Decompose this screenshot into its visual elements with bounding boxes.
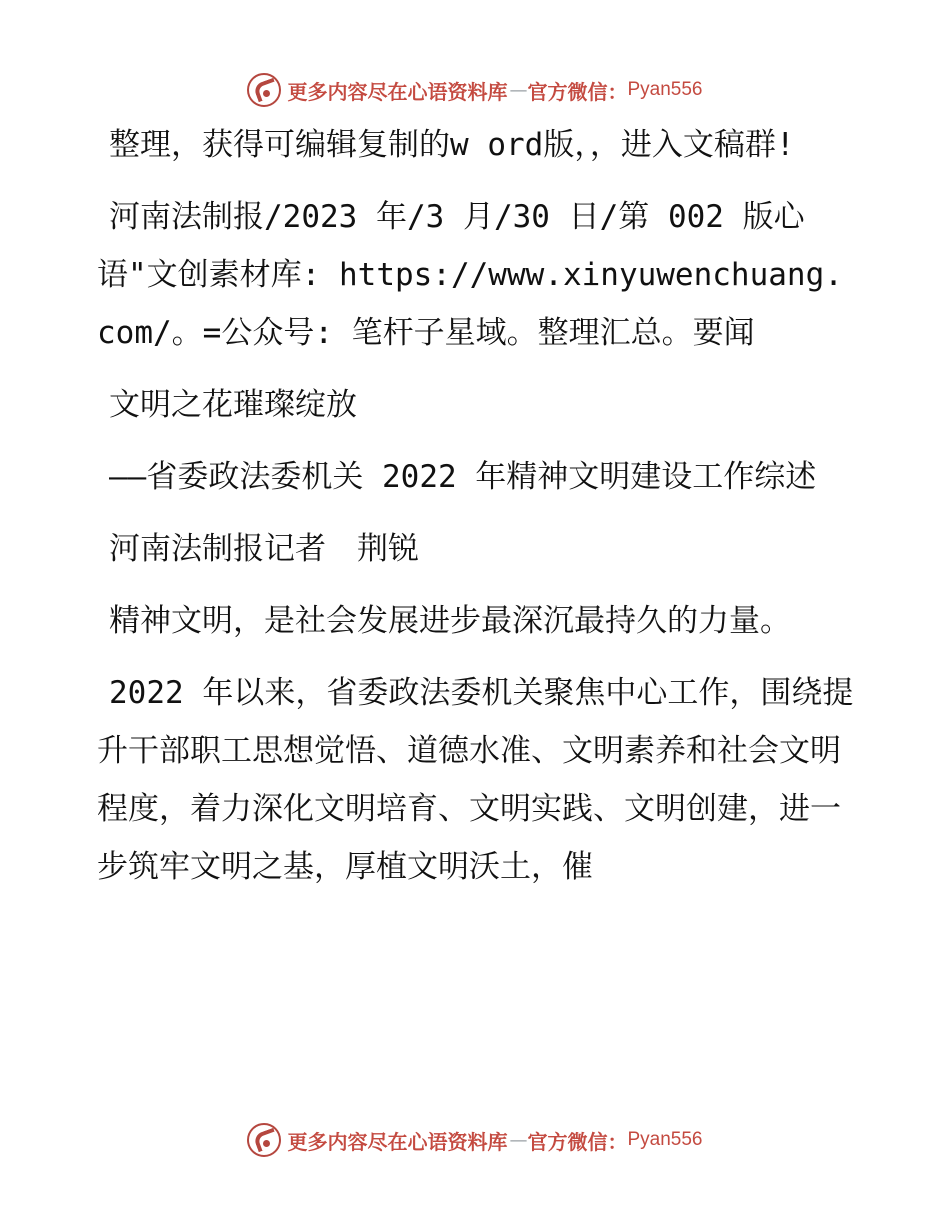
source-paragraph: 河南法制报/2023 年/3 月/30 日/第 002 版心语"文创素材库: https://www.xinyuwenchuang.com/。=公众号: 笔杆子星域。整理汇总。要闻 [97, 199, 843, 351]
banner-wechat-id: Pyan556 [627, 1129, 703, 1150]
banner-wechat-label: 官方微信： [527, 1129, 628, 1154]
banner-wechat-label: 官方微信： [527, 79, 628, 104]
banner-main-text: 更多内容尽在心语资料库 [287, 1129, 508, 1154]
header-banner [0, 72, 950, 108]
article-byline: 河南法制报记者 荆锐 [109, 531, 419, 567]
xinyu-logo-icon [247, 1123, 281, 1157]
document-body [97, 116, 857, 896]
xinyu-logo-icon [247, 73, 281, 107]
body-paragraph: 2022 年以来，省委政法委机关聚焦中心工作，围绕提升干部职工思想觉悟、道德水准、文明素养和社会文明程度，着力深化文明培育、文明实践、文明创建，进一步筑牢文明之基，厚植文明沃土，催 [97, 675, 854, 885]
banner-separator: — [509, 79, 528, 101]
banner-main-text: 更多内容尽在心语资料库 [287, 79, 508, 104]
article-title: 文明之花璀璨绽放 [109, 387, 357, 423]
banner-separator: — [509, 1129, 528, 1151]
article-subtitle: ——省委政法委机关 2022 年精神文明建设工作综述 [109, 459, 817, 495]
banner-wechat-id: Pyan556 [627, 79, 703, 100]
body-paragraph: 精神文明，是社会发展进步最深沉最持久的力量。 [109, 603, 791, 639]
intro-paragraph: 整理，获得可编辑复制的w ord版，，进入文稿群! [109, 127, 795, 163]
footer-banner [0, 1122, 950, 1158]
